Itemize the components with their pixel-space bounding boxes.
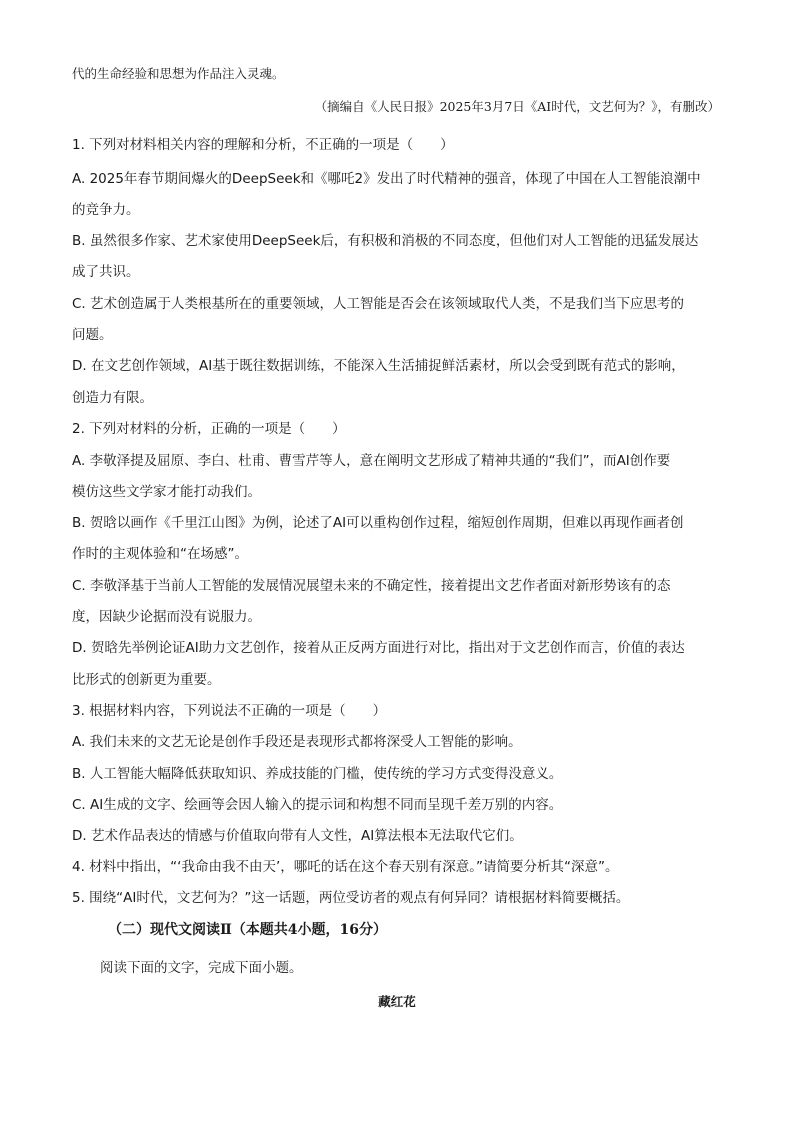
- question-1-option-c-cont: 问题。: [72, 327, 113, 343]
- question-1-option-b-cont: 成了共识。: [72, 264, 140, 280]
- question-3-option-c: C. AI生成的文字、绘画等会因人输入的提示词和构想不同而呈现千差万别的内容。: [72, 797, 563, 813]
- question-2-option-c-cont: 度，因缺少论据而没有说服力。: [72, 609, 261, 625]
- reading-instruction: 阅读下面的文字，完成下面小题。: [100, 960, 303, 976]
- question-3-option-a: A. 我们未来的文艺无论是创作手段还是表现形式都将深受人工智能的影响。: [72, 734, 522, 750]
- question-3-option-b: B. 人工智能大幅降低获取知识、养成技能的门槛，使传统的学习方式变得没意义。: [72, 766, 563, 782]
- question-1-option-a-cont: 的竞争力。: [72, 202, 140, 218]
- passage-source-citation: （摘编自《人民日报》2025年3月7日《AI时代，文艺何为？》，有删改）: [314, 99, 720, 114]
- section-heading: （二）现代文阅读Ⅱ（本题共4小题，16分）: [108, 922, 388, 938]
- question-3-option-d: D. 艺术作品表达的情感与价值取向带有人文性，AI算法根本无法取代它们。: [72, 828, 523, 844]
- question-2-option-b-cont: 作时的主观体验和“在场感”。: [72, 546, 248, 562]
- question-2-option-d-cont: 比形式的创新更为重要。: [72, 672, 221, 688]
- question-1-option-d: D. 在文艺创作领域，AI基于既往数据训练，不能深入生活捕捉鲜活素材，所以会受到既有范式的影响，: [72, 358, 685, 374]
- question-2-option-b: B. 贺晗以画作《千里江山图》为例，论述了AI可以重构创作过程，缩短创作周期，但难以再现作画者创: [72, 515, 684, 531]
- question-1-option-c: C. 艺术创造属于人类根基所在的重要领域，人工智能是否会在该领域取代人类，不是我们当下应思考的: [72, 296, 685, 312]
- question-5: 5. 围绕“AI时代，文艺何为？”这一话题，两位受访者的观点有何异同？请根据材料简要概括。: [72, 890, 630, 906]
- question-1-option-a: A. 2025年春节期间爆火的DeepSeek和《哪吒2》发出了时代精神的强音，体现了中国在人工智能浪潮中: [72, 171, 701, 187]
- question-2-option-c: C. 李敬泽基于当前人工智能的发展情况展望未来的不确定性，接着提出文艺作者面对新形势该有的态: [72, 578, 671, 594]
- question-2-option-d: D. 贺晗先举例论证AI助力文艺创作，接着从正反两方面进行对比，指出对于文艺创作而言，价值的表达: [72, 640, 685, 656]
- question-2-option-a: A. 李敬泽提及屈原、李白、杜甫、曹雪芹等人，意在阐明文艺形成了精神共通的“我们”，而AI创作要: [72, 453, 671, 469]
- question-1-option-b: B. 虽然很多作家、艺术家使用DeepSeek后，有积极和消极的不同态度，但他们对人工智能的迅猛发展达: [72, 233, 699, 249]
- question-4: 4. 材料中指出，“‘我命由我不由天’，哪吒的话在这个春天别有深意。”请简要分析其“深意”。: [72, 859, 619, 875]
- question-3-stem: 3. 根据材料内容，下列说法不正确的一项是（ ）: [72, 703, 387, 719]
- story-title: 藏红花: [378, 994, 416, 1009]
- question-1-option-d-cont: 创造力有限。: [72, 390, 153, 406]
- question-2-option-a-cont: 模仿这些文学家才能打动我们。: [72, 484, 261, 500]
- passage-closing-text: 代的生命经验和思想为作品注入灵魂。: [72, 66, 285, 81]
- question-1-stem: 1. 下列对材料相关内容的理解和分析，不正确的一项是（ ）: [72, 137, 454, 153]
- question-2-stem: 2. 下列对材料的分析，正确的一项是（ ）: [72, 421, 346, 437]
